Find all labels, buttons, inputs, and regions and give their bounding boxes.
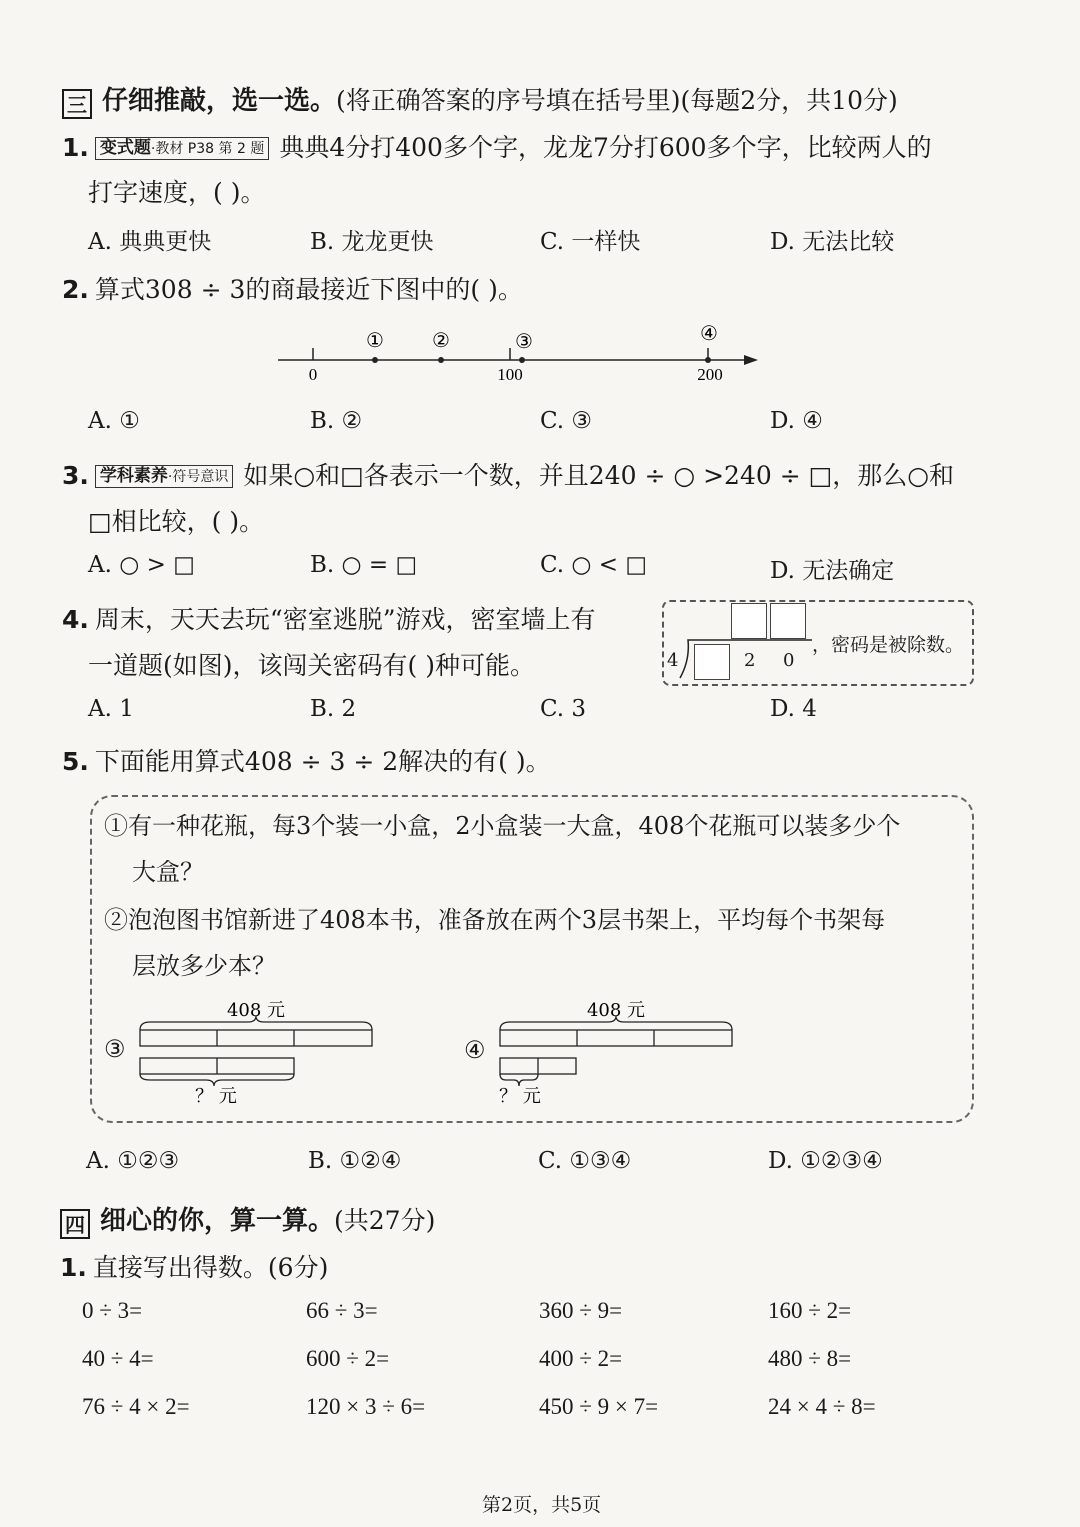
q3-text-line1: 如果○和□各表示一个数，并且240 ÷ ○ >240 ÷ □，那么○和	[243, 461, 955, 490]
calc-r1-c3: 360 ÷ 9=	[539, 1298, 623, 1323]
calc-r2-c1: 40 ÷ 4=	[82, 1346, 154, 1371]
q4-option-c[interactable]: C. 3	[540, 696, 587, 722]
diagram3-bar-model	[136, 996, 386, 1108]
calc-r3-c3: 450 ÷ 9 × 7=	[539, 1394, 659, 1419]
calc-r1-c1: 0 ÷ 3=	[82, 1298, 143, 1323]
q3-tag-rest: ·符号意识	[167, 469, 229, 485]
section3-number: 三	[62, 89, 92, 119]
q4-text-line1: 周末，天天去玩“密室逃脱”游戏，密室墙上有	[94, 605, 596, 634]
quotient-box-1[interactable]	[731, 603, 767, 639]
section3-title: 仔细推敲，选一选。	[102, 86, 337, 116]
quotient-box-2[interactable]	[770, 603, 806, 639]
tick-label-100: 100	[497, 365, 523, 384]
q4-option-b[interactable]: B. 2	[310, 696, 357, 722]
q1-option-a[interactable]: A. 典典更快	[88, 229, 212, 255]
section3-header	[62, 80, 898, 119]
diagram4-total-label: 408 元	[586, 1000, 646, 1021]
calc-r3-c1: 76 ÷ 4 × 2=	[82, 1394, 190, 1419]
calc-r1-c4: 160 ÷ 2=	[768, 1298, 852, 1323]
dividend-box[interactable]	[694, 644, 730, 680]
q1-tag-bold: 变式题	[99, 138, 151, 158]
diagram3-top-brace	[140, 1016, 372, 1030]
q1-tag-rest: ·教材 P38 第 2 题	[150, 141, 265, 157]
q5-item1-line1: ①有一种花瓶，每3个装一小盒，2小盒装一大盒，408个花瓶可以装多少个	[104, 812, 901, 840]
q1-text-line2: 打字速度，( )。	[88, 178, 266, 207]
calc-r2-c4: 480 ÷ 8=	[768, 1346, 852, 1371]
point-4-label: ④	[700, 321, 718, 345]
q2-line	[62, 270, 523, 306]
calc-r2-c2: 600 ÷ 2=	[306, 1346, 390, 1371]
point-2-label: ②	[432, 328, 450, 352]
dividend-digit-1: 2	[744, 650, 756, 671]
divisor-digit: 4	[667, 650, 679, 671]
q3-tag	[95, 465, 233, 488]
calc-r2-c3: 400 ÷ 2=	[539, 1346, 623, 1371]
section4-title: 细心的你，算一算。	[100, 1206, 335, 1236]
q5-option-a[interactable]: A. ①②③	[86, 1148, 180, 1174]
q2-option-d[interactable]: D. ④	[770, 408, 823, 434]
section4-note: (共27分)	[334, 1206, 436, 1235]
q2-option-b[interactable]: B. ②	[310, 408, 363, 434]
diagram3-total-bar	[140, 1030, 372, 1046]
point-3-dot	[519, 357, 525, 363]
section4-q1-number: 1.	[60, 1253, 87, 1282]
q5-item2-line1: ②泡泡图书馆新进了408本书，准备放在两个3层书架上，平均每个书架每	[104, 906, 886, 934]
page-footer: 第2页，共5页	[482, 1494, 602, 1516]
diagram4-total-bar	[500, 1030, 732, 1046]
diagram4-top-brace	[500, 1016, 732, 1030]
diagram4-label: ④	[464, 1036, 486, 1064]
calc-r3-c2: 120 × 3 ÷ 6=	[306, 1394, 426, 1419]
q5-item2-line2: 层放多少本？	[132, 952, 276, 980]
q5-item1-line2: 大盒？	[132, 858, 204, 886]
q4-option-a[interactable]: A. 1	[88, 696, 134, 722]
q1-line1	[62, 128, 932, 164]
q4-number: 4.	[62, 605, 89, 634]
diagram3-total-label: 408 元	[226, 1000, 286, 1021]
q1-option-c[interactable]: C. 一样快	[540, 229, 641, 255]
password-note: ，密码是被除数。	[812, 634, 965, 656]
tick-label-0: 0	[308, 365, 318, 384]
q4-text-line2: 一道题(如图)，该闯关密码有( )种可能。	[88, 651, 535, 680]
diagram4-bottom-brace	[500, 1074, 538, 1086]
q1-option-b[interactable]: B. 龙龙更快	[310, 229, 434, 255]
q4-line1	[62, 600, 595, 636]
diagram3-bottom-brace	[140, 1074, 294, 1086]
q5-option-d[interactable]: D. ①②③④	[768, 1148, 883, 1174]
diagram4-bar-model	[496, 996, 746, 1108]
q2-text: 算式308 ÷ 3的商最接近下图中的( )。	[94, 275, 523, 304]
calc-r1-c2: 66 ÷ 3=	[306, 1298, 378, 1323]
dividend-digit-2: 0	[783, 650, 795, 671]
q3-option-c[interactable]: C. ○ < □	[540, 552, 648, 578]
point-1-dot	[372, 357, 378, 363]
section4-header	[60, 1200, 435, 1239]
q1-text-line1: 典典4分打400多个字，龙龙7分打600多个字，比较两人的	[279, 133, 932, 162]
point-1-label: ①	[366, 328, 384, 352]
section4-q1-line	[60, 1248, 328, 1284]
q3-line1	[62, 456, 954, 492]
q5-number: 5.	[62, 747, 89, 776]
diagram4-unknown-label: ？ 元	[499, 1086, 541, 1107]
section3-note: (将正确答案的序号填在括号里)(每题2分，共10分)	[336, 86, 898, 115]
section4-number: 四	[60, 1209, 90, 1239]
tick-label-200: 200	[697, 365, 723, 384]
q5-text: 下面能用算式408 ÷ 3 ÷ 2解决的有( )。	[94, 747, 551, 776]
q1-option-d[interactable]: D. 无法比较	[770, 229, 895, 255]
calc-r3-c4: 24 × 4 ÷ 8=	[768, 1394, 876, 1419]
q2-option-c[interactable]: C. ③	[540, 408, 593, 434]
q3-option-a[interactable]: A. ○ > □	[88, 552, 195, 578]
number-line-arrow	[744, 355, 758, 365]
diagram3-unknown-label: ？ 元	[195, 1086, 237, 1107]
q4-option-d[interactable]: D. 4	[770, 696, 817, 722]
q3-text-line2: □相比较，( )。	[88, 507, 265, 536]
q3-option-b[interactable]: B. ○ = □	[310, 552, 418, 578]
section4-q1-text: 直接写出得数。(6分)	[92, 1253, 329, 1282]
q1-number: 1.	[62, 133, 89, 162]
q1-tag	[95, 137, 269, 160]
point-4-dot	[705, 357, 711, 363]
q2-option-a[interactable]: A. ①	[88, 408, 140, 434]
point-3-label: ③	[515, 329, 533, 353]
point-2-dot	[438, 357, 444, 363]
q3-tag-bold: 学科素养	[99, 466, 168, 486]
diagram3-label: ③	[104, 1035, 126, 1063]
q3-number: 3.	[62, 461, 89, 490]
q5-option-b[interactable]: B. ①②④	[308, 1148, 402, 1174]
q5-option-c[interactable]: C. ①③④	[538, 1148, 632, 1174]
q3-option-d[interactable]: D. 无法确定	[770, 558, 895, 584]
q2-number: 2.	[62, 275, 89, 304]
q5-line	[62, 742, 551, 778]
q2-number-line	[270, 320, 770, 390]
